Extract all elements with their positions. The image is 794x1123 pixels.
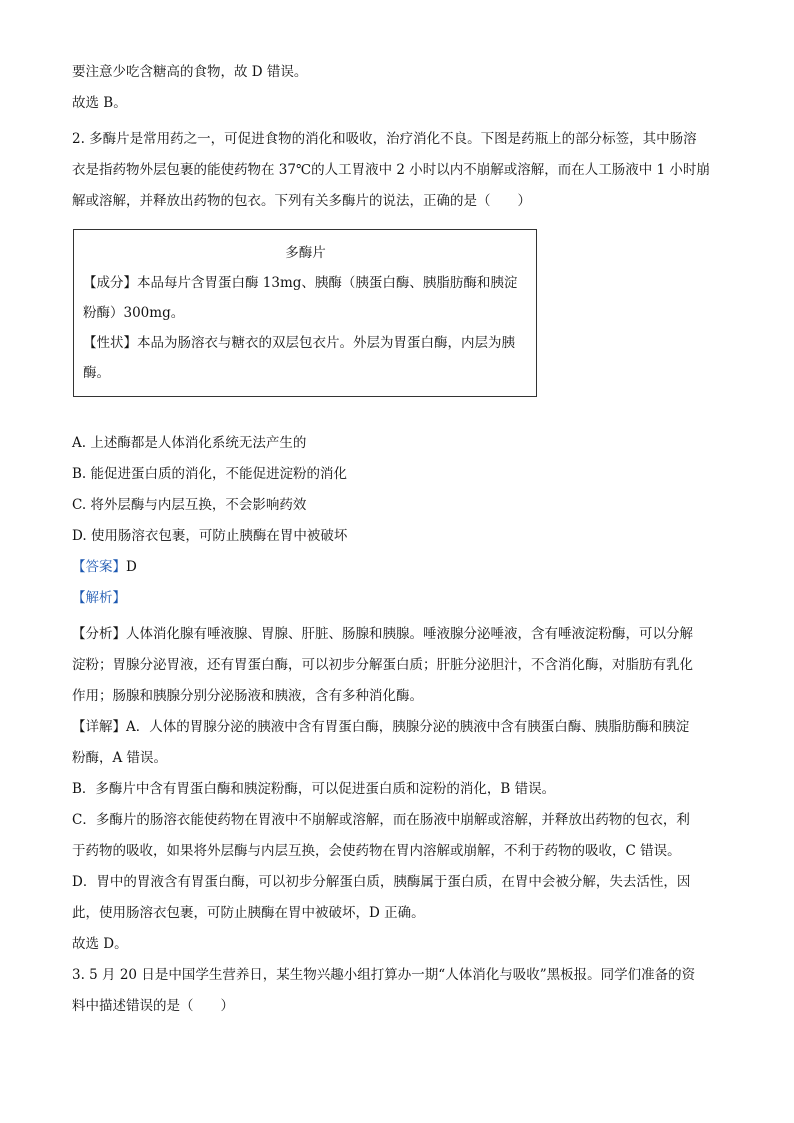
question-2-options — [72, 433, 727, 546]
stem-line: 衣是指药物外层包裹的能使药物在 37℃的人工胃液中 2 小时以内不崩解或溶解，而在人工肠液中 1 小时崩 — [72, 162, 710, 178]
option-c: C. 将外层酶与内层互换，不会影响药效 — [72, 497, 307, 513]
medicine-label-box — [73, 229, 537, 397]
fenxi-line: 作用；肠腺和胰腺分别分泌肠液和胰液，含有多种消化酶。 — [72, 688, 423, 704]
xiangjie-line: 【详解】A．人体的胃腺分泌的胰液中含有胃蛋白酶，胰腺分泌的胰液中含有胰蛋白酶、胰脂肪酶和胰淀 — [72, 719, 690, 735]
fenxi-line: 淀粉；胃腺分泌胃液，还有胃蛋白酶，可以初步分解蛋白质；肝脏分泌胆汁，不含消化酶，对脂肪有乳化 — [72, 657, 693, 673]
fenxi-line: 【分析】人体消化腺有唾液腺、胃腺、肝脏、肠腺和胰腺。唾液腺分泌唾液，含有唾液淀粉酶，可以分解 — [72, 626, 693, 642]
stem-line: 2. 多酶片是常用药之一，可促进食物的消化和吸收，治疗消化不良。下图是药瓶上的部分标签，其中肠溶 — [72, 131, 697, 147]
answer-line — [72, 557, 727, 577]
stem-line: 3. 5 月 20 日是中国学生营养日，某生物兴趣小组打算办一期“人体消化与吸收”黑板报。同学们准备的资 — [72, 967, 696, 983]
document-page — [72, 62, 727, 1022]
analysis-tag: 【解析】 — [72, 590, 126, 606]
label-line: 【成分】本品每片含胃蛋白酶 13mg、胰酶（胰蛋白酶、胰脂肪酶和胰淀 — [83, 275, 518, 291]
label-line: 酶。 — [83, 365, 110, 381]
conclusion-line: 故选 D。 — [72, 936, 128, 952]
analysis-fenxi — [72, 619, 727, 712]
xiangjie-line: C．多酶片的肠溶衣能使药物在胃液中不崩解或溶解，而在肠液中崩解或溶解，并释放出药物的包衣，利 — [72, 812, 690, 828]
xiangjie-line: D．胃中的胃液含有胃蛋白酶，可以初步分解蛋白质，胰酶属于蛋白质，在胃中会被分解，失去活性，因 — [72, 874, 691, 890]
label-line: 【性状】本品为肠溶衣与糖衣的双层包衣片。外层为胃蛋白酶，内层为胰 — [83, 335, 515, 351]
xiangjie-line: B．多酶片中含有胃蛋白酶和胰淀粉酶，可以促进蛋白质和淀粉的消化，B 错误。 — [72, 781, 556, 797]
answer-tag: 【答案】 — [72, 559, 126, 575]
xiangjie-line: 于药物的吸收，如果将外层酶与内层互换，会使药物在胃内溶解或崩解，不利于药物的吸收，C 错误。 — [72, 843, 681, 859]
analysis-xiangjie — [72, 712, 727, 929]
conclusion — [72, 929, 727, 960]
stem-line: 解或溶解，并释放出药物的包衣。下列有关多酶片的说法，正确的是（ ） — [72, 193, 531, 209]
xiangjie-line: 此，使用肠溶衣包裹，可防止胰酶在胃中被破坏，D 正确。 — [72, 905, 425, 921]
option-b: B. 能促进蛋白质的消化，不能促进淀粉的消化 — [72, 466, 348, 482]
answer-value: D — [126, 559, 137, 575]
label-line: 粉酶）300mg。 — [83, 305, 185, 321]
intro-line-2: 故选 B。 — [72, 95, 127, 111]
option-d: D. 使用肠溶衣包裹，可防止胰酶在胃中被破坏 — [72, 528, 348, 544]
question-3-stem — [72, 960, 727, 1022]
xiangjie-line: 粉酶，A 错误。 — [72, 750, 168, 766]
analysis-heading — [72, 588, 727, 608]
question-2-stem — [72, 124, 727, 217]
stem-line: 料中描述错误的是（ ） — [72, 998, 234, 1014]
intro-line-1: 要注意少吃含糖高的食物，故 D 错误。 — [72, 64, 308, 80]
label-title: 多酶片 — [285, 245, 326, 261]
option-a: A. 上述酶都是人体消化系统无法产生的 — [72, 435, 307, 451]
